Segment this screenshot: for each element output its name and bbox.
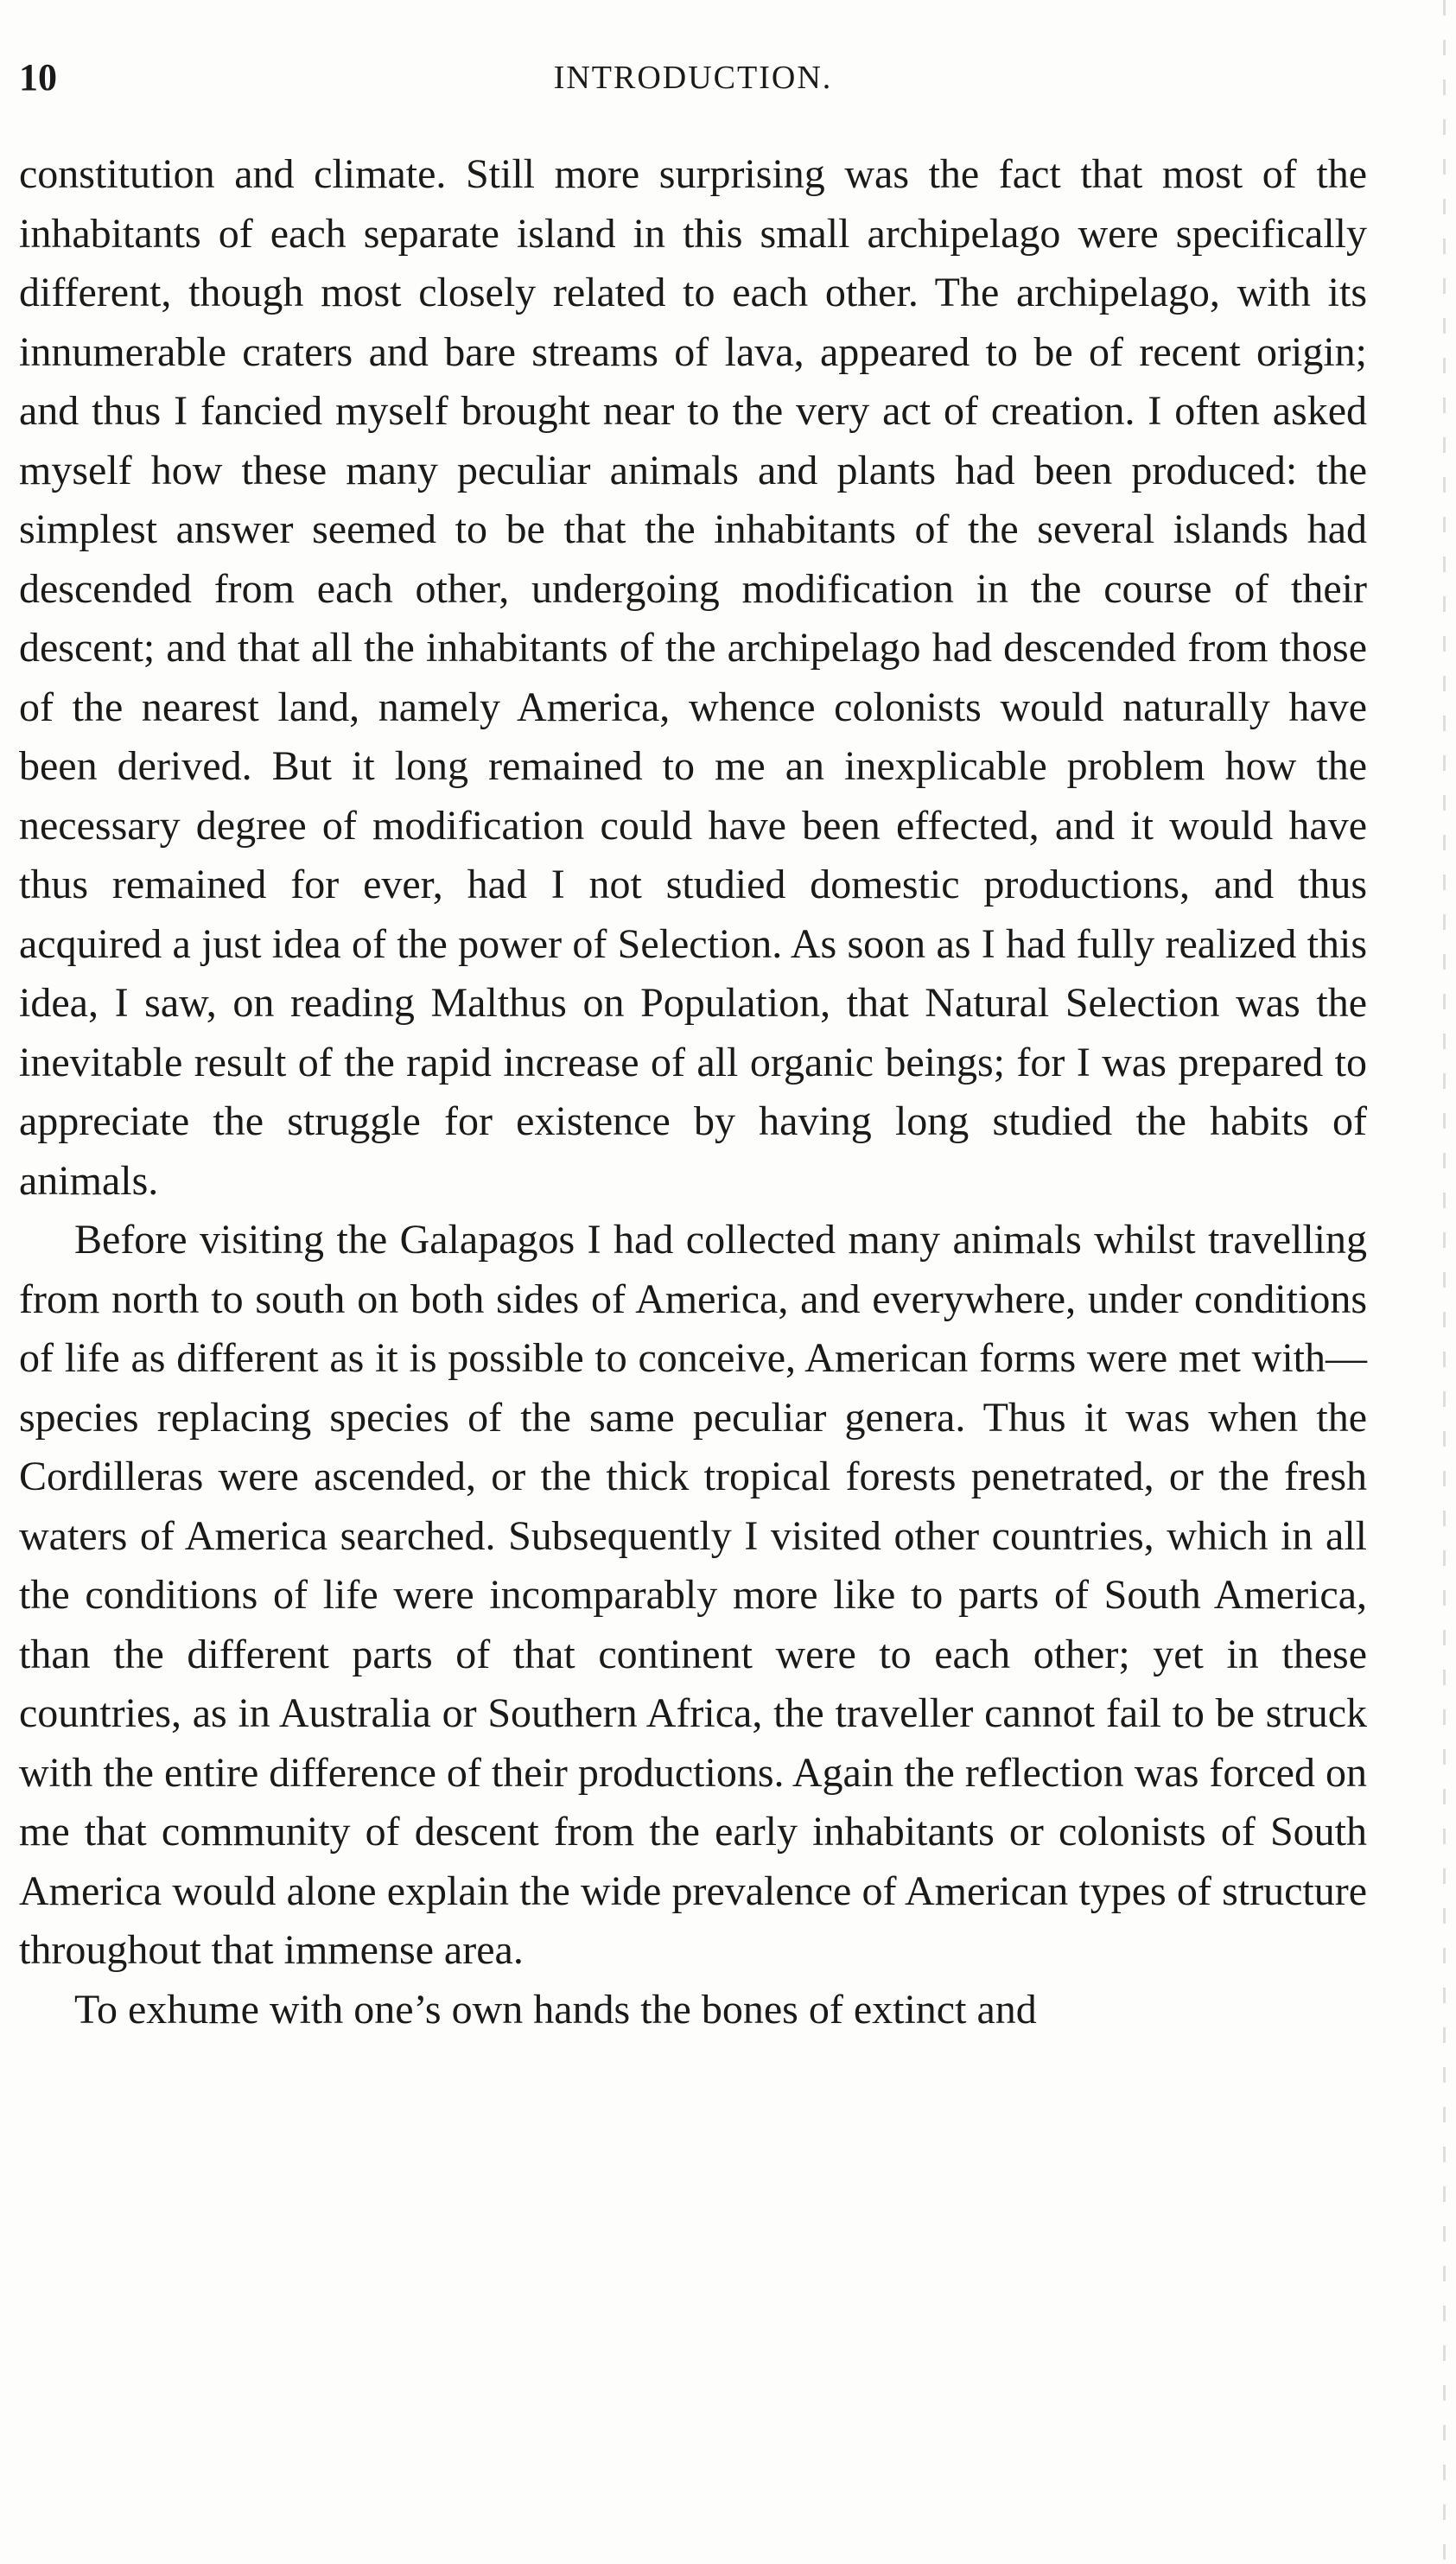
page-number: 10 (19, 56, 57, 99)
paragraph-3: To exhume with one’s own hands the bones of extinct and (74, 1986, 1037, 2033)
paragraph-2: Before visiting the Galapagos I had collected many animals whilst travelling from north to south on both sides of America, and everywhere, under conditions of life as different as it is possible to conceive, American forms were met with—species replacing species of the same peculiar genera. Thus it was when the Cordilleras were ascended, or the thick tropical forests penetrated, or the fresh waters of America searched. Subsequently I visited other countries, which in all the conditions of life were incomparably more like to parts of South America, than the different parts of that continent were to each other; yet in these countries, as in Australia or Southern Africa, the traveller cannot fail to be struck with the entire difference of their productions. Again the reflection was forced on me that community of descent from the early inhabitants or colonists of South America would alone explain the wide prevalence of American types of structure throughout that immense area. (19, 1217, 1367, 1973)
body-text (19, 145, 1367, 2039)
running-head (19, 52, 1367, 104)
page-edge-decoration (1443, 0, 1446, 2564)
paragraph-1: constitution and climate. Still more surprising was the fact that most of the inhabitants of each separate island in this small archipelago were specifically different, though most closely related to each other. The archipelago, with its innumerable craters and bare streams of lava, appeared to be of recent origin; and thus I fancied myself brought near to the very act of creation. I often asked myself how these many peculiar animals and plants had been produced: the simplest answer seemed to be that the inhabitants of the several islands had descended from each other, undergoing modification in the course of their descent; and that all the inhabitants of the archipelago had descended from those of the nearest land, namely America, whence colonists would naturally have been derived. But it long remained to me an inexplicable problem how the necessary degree of modification could have been effected, and it would have thus remained for ever, had I not studied domestic productions, and thus acquired a just idea of the power of Selection. As soon as I had fully realized this idea, I saw, on reading Malthus on Population, that Natural Selection was the inevitable result of the rapid increase of all organic beings; for I was prepared to appreciate the struggle for existence by having long studied the habits of animals. (19, 151, 1367, 1204)
section-title: INTRODUCTION. (553, 60, 833, 96)
